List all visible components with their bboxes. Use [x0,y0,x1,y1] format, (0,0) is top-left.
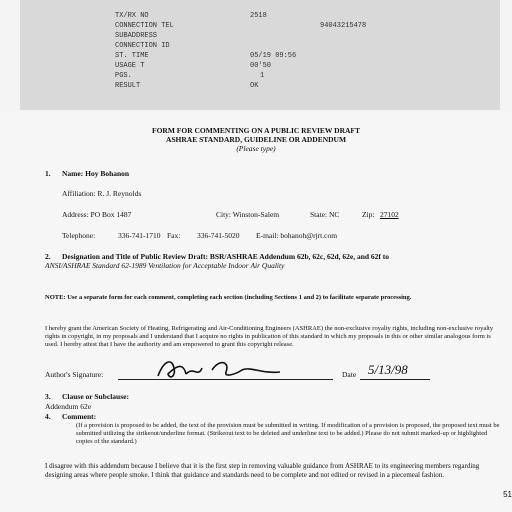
designation-title-cont: ANSI/ASHRAE Standard 62-1989 Ventilation for Acceptable Indoor Air Quality [45,261,285,270]
telephone-value: 336-741-1710 [118,231,161,240]
signature-label: Author's Signature: [45,370,104,379]
fax-row-value: 05/19 09:56 [250,52,297,60]
affiliation-field: Affiliation: R. J. Reynolds [62,189,142,198]
section-2-number: 2. [45,252,51,261]
comment-instructions: (If a provision is proposed to be added, the text of the provision must be submitted in writing. If modification of a provision is proposed, the proposed text must be submitted utilizing the strikeout/underline format. (Strikeout text to be deleted and underline text to be added.) Please do not submit marked-up or highlighted copies of the standard.) [76,422,500,445]
section-4-number: 4. [45,412,51,421]
date-line [360,378,430,380]
fax-row-value: 00'50 [250,62,272,70]
telephone-label: Telephone: [62,231,96,240]
date-label: Date [342,370,357,379]
fax-row-label: PGS. [115,72,132,80]
zip-value: 27102 [380,210,399,219]
fax-row-label: ST. TIME [115,52,149,60]
fax-row-value: 1 [260,72,265,80]
fax-row-value: 94043215478 [320,22,367,30]
designation-title: Designation and Title of Public Review Draft: BSR/ASHRAE Addendum 62b, 62c, 62d, 62e, and 62f to [62,252,390,261]
fax-label: Fax: [167,231,181,240]
fax-row-value: OK [250,82,259,90]
form-title-note: (Please type) [236,144,276,153]
clause-value: Addendum 62e [45,402,92,411]
fax-row-label: SUBADDRESS [115,32,158,40]
handwritten-signature [150,356,300,384]
form-title-line2: ASHRAE STANDARD, GUIDELINE OR ADDENDUM [165,135,347,144]
fax-row-label: CONNECTION ID [115,42,170,50]
fax-row-label: RESULT [115,82,141,90]
address-field: Address: PO Box 1487 [62,210,132,219]
fax-row-label: USAGE T [115,62,145,70]
city-field: City: Winston-Salem [216,210,280,219]
fax-row-value: 2518 [250,12,267,20]
clause-label: Clause or Subclause: [62,392,129,401]
fax-transmission-header [20,0,500,110]
section-3-number: 3. [45,392,51,401]
copyright-grant-text: I hereby grant the American Society of Heating, Refrigerating and Air-Conditioning Engineers (ASHRAE) the non-exclusive royalty rights, including non-exclusive royalty rights in copyright, in my proposals and I understand that I acquire no rights in publication of this standard in which my proposals in this or other similar analogous form is used. I hereby attest that I have the authority and am empowered to grant this copyright release. [45,325,494,348]
state-field: State: NC [310,210,340,219]
fax-value: 336-741-5020 [197,231,240,240]
fax-row-label: TX/RX NO [115,12,149,20]
fax-row-label: CONNECTION TEL [115,22,174,30]
comment-label: Comment: [62,412,97,421]
section-1-number: 1. [45,169,51,178]
handwritten-date: 5/13/98 [368,362,408,377]
email-field: E-mail: bohanoh@rjrt.com [256,231,338,240]
zip-label: Zip: [362,210,375,219]
form-title-line1: FORM FOR COMMENTING ON A PUBLIC REVIEW DRAFT [152,126,360,135]
page-edge-mark: 51 [503,490,512,499]
comment-text: I disagree with this addendum because I believe that it is the first step in removing valuable guidance from ASHRAE to its engineering members regarding designing areas where people smoke. I think that guidance and standards need to be complete and not edited or revised in a piecemeal fashion. [45,462,480,479]
name-field: Name: Hoy Bohanon [62,169,130,178]
public-review-comment-form [0,112,512,512]
separate-form-note: NOTE: Use a separate form for each comment, completing each section (including Sections 1 and 2) to facilitate separate processing. [45,294,412,301]
